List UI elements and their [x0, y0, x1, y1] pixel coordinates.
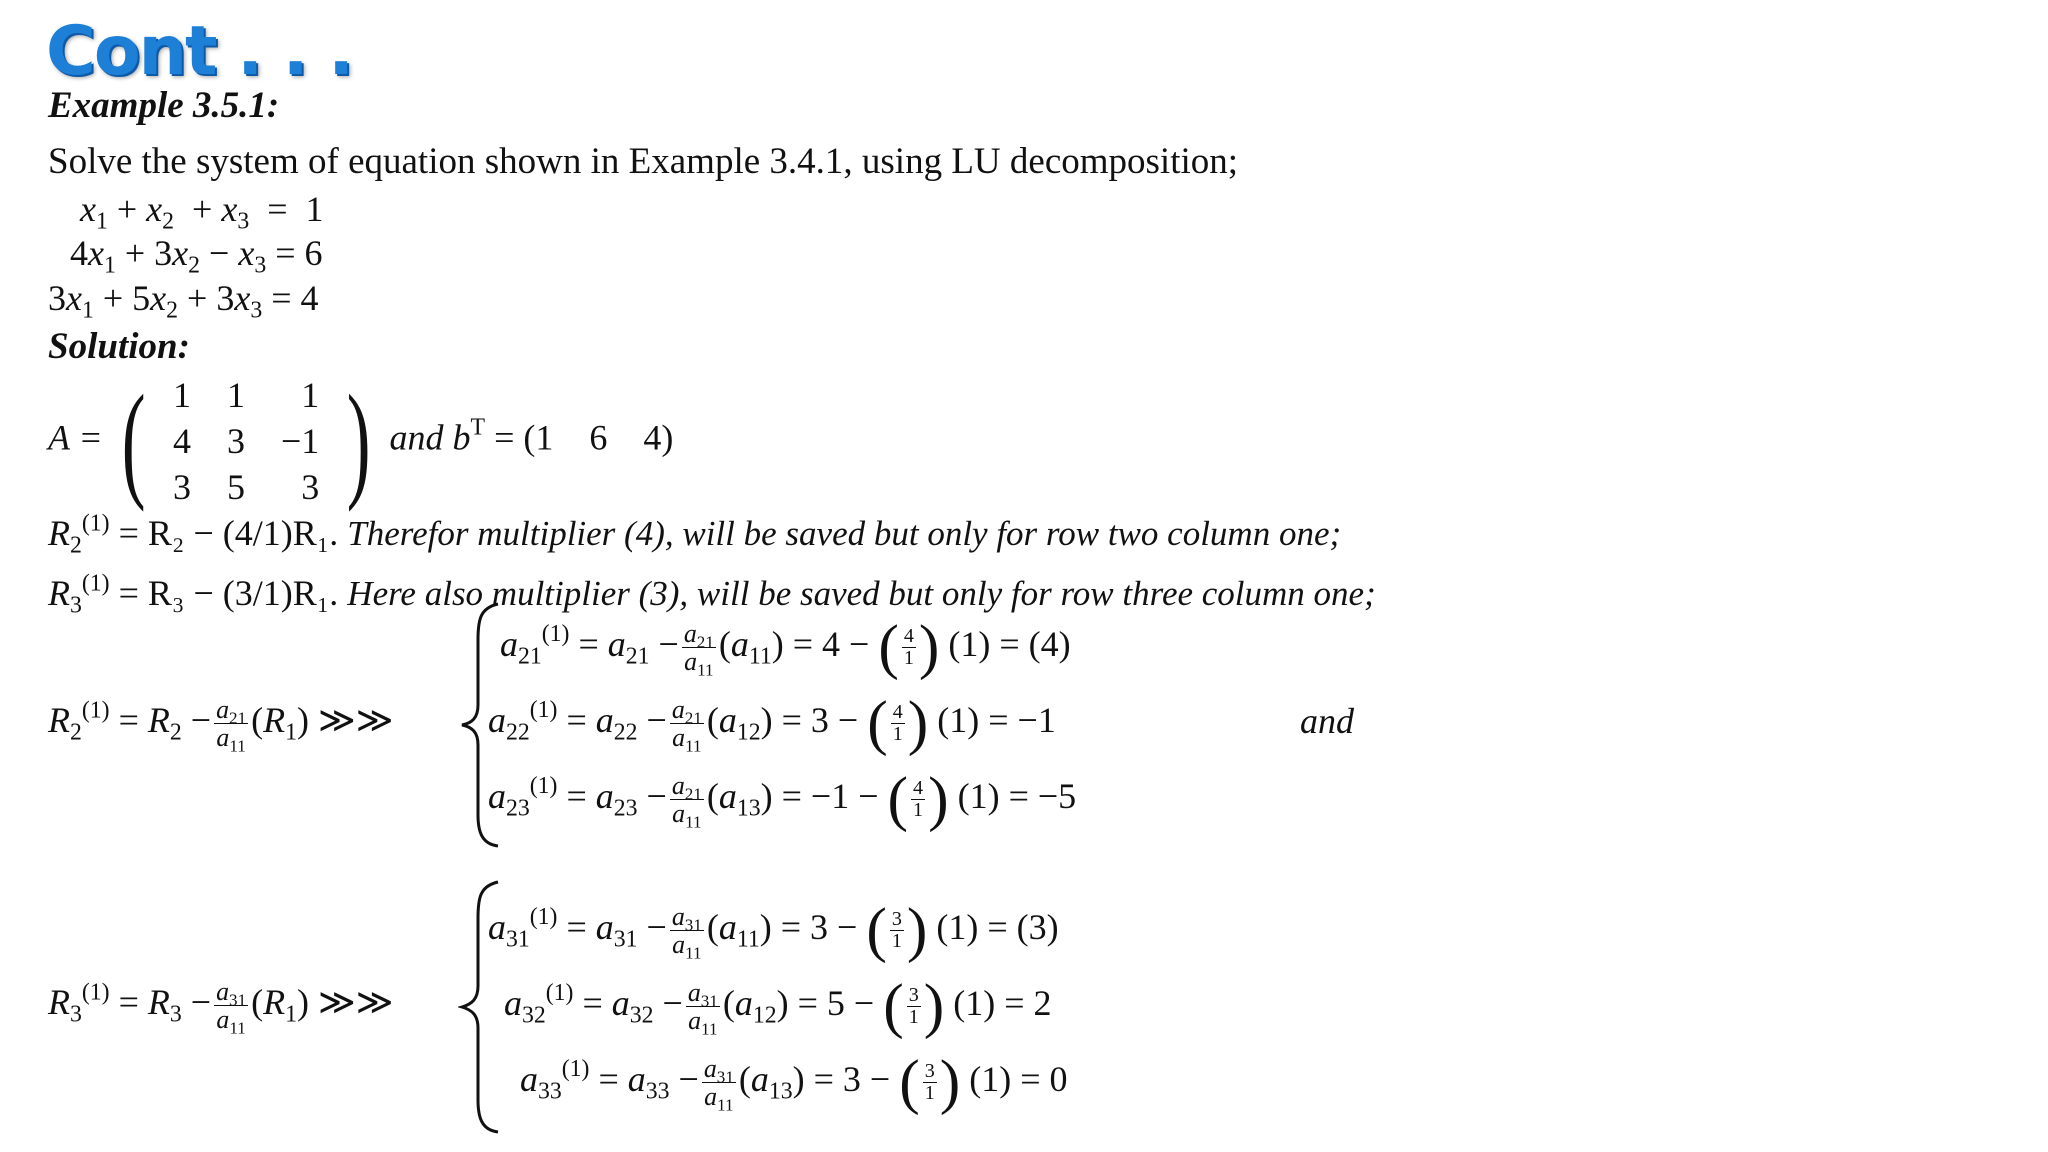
- block-r3-line-1: $a_{31}^{(1)} = a_{31}$ − $\frac{a_{31}}{a_{11}}$ $(a_{11}) = 3$ − ( $\frac{3}{1}$ ) (1) = (3): [488, 896, 1059, 964]
- line-rhs: = 4 −: [792, 623, 870, 664]
- vector-b-sup: T: [470, 414, 486, 441]
- vector-b-value: 4: [643, 417, 662, 458]
- step-r2-note: Therefor multiplier (4), will be saved but only for row two column one;: [347, 514, 1342, 553]
- frac-num: 3: [891, 907, 902, 930]
- equation-3-rhs: 4: [300, 278, 319, 318]
- block-r2-lhs: $R_2^{(1)} = R_2$ − $\frac{a_{21}}{a_{11}}$ $(R_1)$ ≫≫: [48, 695, 394, 756]
- line-result: (1) = −1: [937, 699, 1056, 740]
- frac-num: 4: [892, 700, 903, 723]
- problem-statement: Solve the system of equation shown in Example 3.4.1, using LU decomposition;: [48, 141, 1239, 182]
- step-r2: $R_2^{(1)} = R_2 - (4/1)R_1$. Therefor multiplier (4), will be saved but only for row two column one;: [48, 510, 1342, 559]
- arrow-r2: ≫≫: [318, 699, 394, 740]
- frac-num: 3: [924, 1059, 935, 1082]
- line-result: (1) = 2: [953, 982, 1052, 1023]
- line-rhs: = 3 −: [780, 906, 858, 947]
- matrix-a-block: A = ( 1 1 1 4 3 −1 3 5 3 ) and $b^T = (1$ 6 4): [48, 369, 674, 513]
- equation-2-rhs: 6: [304, 233, 323, 273]
- equation-1-rhs: 1: [305, 189, 324, 229]
- step-r3: $R_3^{(1)} = R_3 - (3/1)R_1$. Here also multiplier (3), will be saved but only for row three column one;: [48, 570, 1376, 619]
- line-result: (1) = (3): [936, 906, 1059, 947]
- line-result: (1) = 0: [969, 1058, 1068, 1099]
- equation-3-coef-2: 5: [132, 278, 151, 318]
- frac-den: 1: [924, 1082, 935, 1104]
- matrix-cell: 3: [226, 421, 245, 461]
- line-rhs: = 5 −: [797, 982, 875, 1023]
- vector-b-value: 1: [535, 417, 554, 458]
- equation-3-coef-1: 3: [48, 278, 66, 318]
- frac-num: 4: [903, 624, 914, 647]
- frac-den: 1: [903, 647, 914, 669]
- step-r2-formula: = R₂ − (4/1)R₁.: [118, 513, 339, 553]
- frac-den: 1: [892, 723, 903, 745]
- matrix-cell: 3: [301, 467, 320, 507]
- line-rhs: = 3 −: [781, 699, 859, 740]
- example-heading: Example 3.5.1:: [48, 85, 280, 126]
- slide-title: Cont . . .: [46, 12, 353, 91]
- equation-3-coef-3: 3: [216, 278, 235, 318]
- equation-2: $4x_1 + 3x_2 - x_3 = 6$: [70, 233, 323, 279]
- frac-num: 3: [908, 983, 919, 1006]
- block-r3-lhs: $R_3^{(1)} = R_3$ − $\frac{a_{31}}{a_{11}}$ $(R_1)$ ≫≫: [48, 977, 394, 1038]
- step-r3-note: Here also multiplier (3), will be saved but only for row three column one;: [347, 574, 1376, 613]
- step-r3-formula: = R₃ − (3/1)R₁.: [118, 573, 339, 613]
- solution-heading: Solution:: [48, 326, 190, 367]
- block-r2-trailing-and: and: [1300, 701, 1354, 741]
- line-rhs: = −1 −: [781, 775, 879, 816]
- equation-1: $x_1 + x_2 + x_3 = 1$: [80, 189, 324, 235]
- vector-b-value: 6: [589, 417, 608, 458]
- matrix-cell: 3: [172, 467, 191, 507]
- frac-den: 1: [908, 1006, 919, 1028]
- line-result: (1) = −5: [957, 775, 1077, 816]
- matrix-a-label: A =: [48, 417, 103, 458]
- equation-2-coef-2: 3: [154, 233, 173, 273]
- vector-b-label: b: [452, 417, 471, 458]
- equation-2-coef-1: 4: [70, 233, 88, 273]
- matrix-a: [112, 369, 381, 513]
- matrix-right-paren: ): [346, 369, 371, 513]
- block-r3-line-2: $a_{32}^{(1)} = a_{32}$ − $\frac{a_{31}}{a_{11}}$ $(a_{12}) = 5$ − ( $\frac{3}{1}$ ) (1) = 2: [504, 972, 1052, 1040]
- matrix-cell: 1: [226, 375, 245, 415]
- and-word: and: [389, 417, 444, 458]
- block-r2-line-3: $a_{23}^{(1)} = a_{23}$ − $\frac{a_{21}}{a_{11}}$ $(a_{13}) = -1$ − ( $\frac{4}{1}$ ) (1) = −5: [488, 765, 1077, 833]
- block-r2-line-2: $a_{22}^{(1)} = a_{22}$ − $\frac{a_{21}}{a_{11}}$ $(a_{12}) = 3$ − ( $\frac{4}{1}$ ) (1) = −1: [488, 689, 1056, 757]
- matrix-cell: 1: [172, 375, 191, 415]
- frac-den: 1: [913, 799, 924, 821]
- matrix-cell: 1: [301, 375, 320, 415]
- equation-3: $3x_1 + 5x_2 + 3x_3 = 4$: [48, 278, 319, 324]
- matrix-cell: 4: [172, 421, 191, 461]
- block-r3-line-3: $a_{33}^{(1)} = a_{33}$ − $\frac{a_{31}}{a_{11}}$ $(a_{13}) = 3$ − ( $\frac{3}{1}$ ) (1) = 0: [520, 1048, 1068, 1116]
- line-rhs: = 3 −: [813, 1058, 891, 1099]
- matrix-cell: 5: [226, 467, 245, 507]
- frac-num: 4: [913, 776, 924, 799]
- arrow-r3: ≫≫: [318, 981, 394, 1022]
- block-r2-line-1: $a_{21}^{(1)} = a_{21}$ − $\frac{a_{21}}{a_{11}}$ $(a_{11}) = 4$ − ( $\frac{4}{1}$ ) (1) = (4): [500, 613, 1071, 681]
- frac-den: 1: [891, 930, 902, 952]
- line-result: (1) = (4): [948, 623, 1071, 664]
- matrix-cell: −1: [280, 421, 320, 461]
- matrix-left-paren: (: [121, 369, 146, 513]
